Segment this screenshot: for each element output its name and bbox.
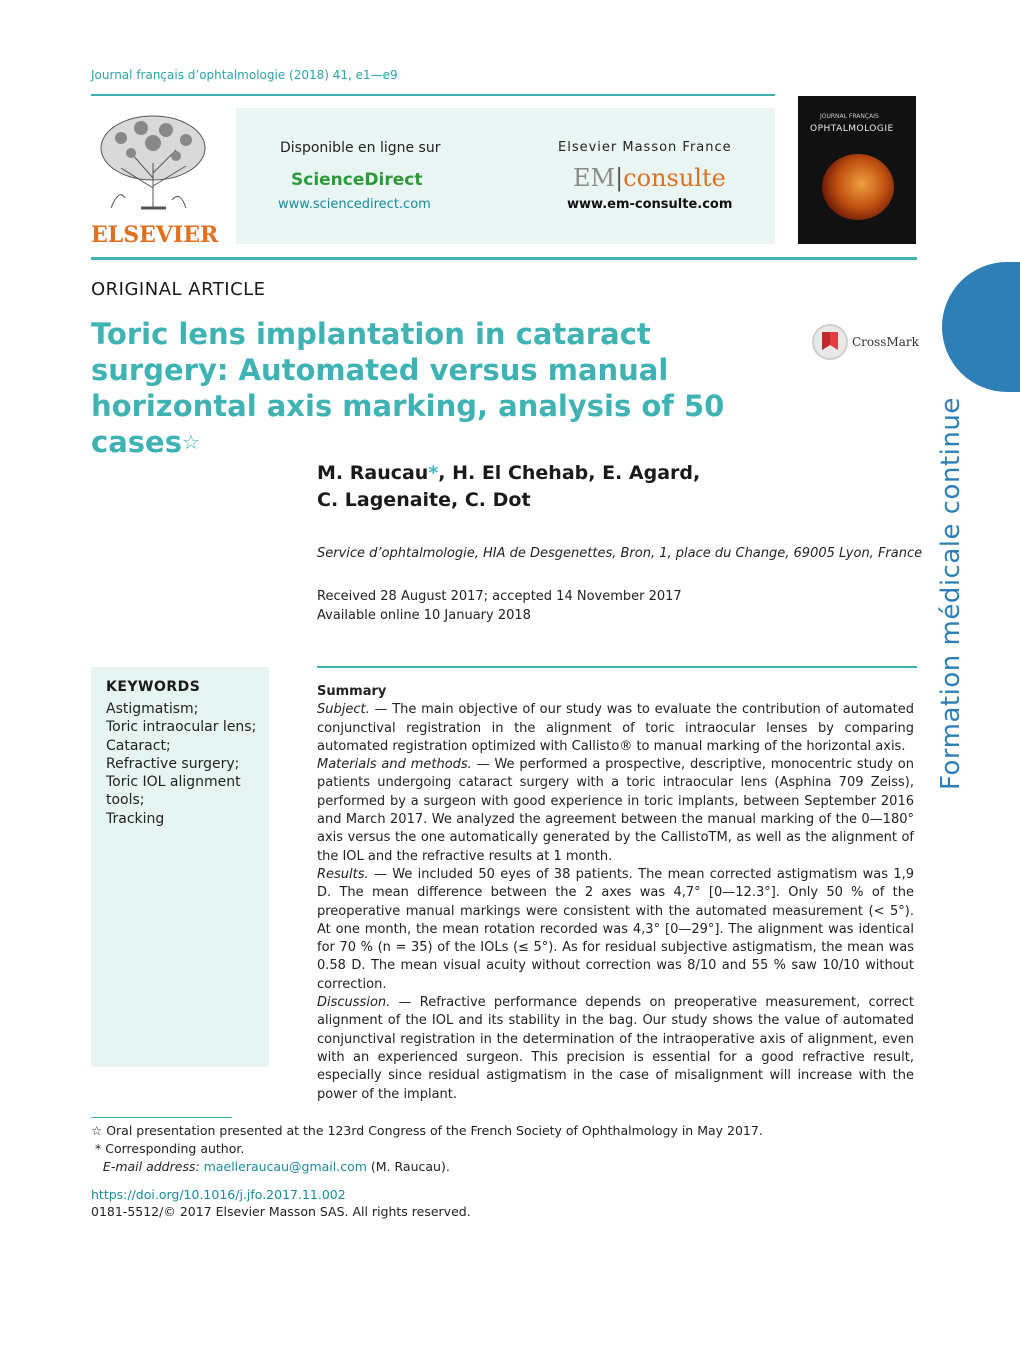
article-title-text: Toric lens implantation in cataract surgery: Automated versus manual horizontal axis marking, analysis of 50 cases — [91, 317, 725, 459]
keyword-item: Refractive surgery; — [106, 755, 240, 772]
elsevier-wordmark: ELSEVIER — [91, 222, 219, 248]
summary-methods — [317, 756, 914, 866]
footnote-oral: Oral presentation presented at the 123rd Congress of the French Society of Ophthalmology in May 2017. — [106, 1123, 763, 1138]
keywords-list — [106, 700, 264, 828]
sciencedirect-logo[interactable]: ScienceDirect — [291, 170, 423, 190]
em-consulte-logo[interactable]: EM|consulte — [573, 164, 726, 192]
email-suffix: (M. Raucau). — [370, 1159, 450, 1174]
cover-subtitle: JOURNAL FRANÇAIS — [820, 113, 879, 120]
results-text: — We included 50 eyes of 38 patients. The mean corrected astigmatism was 1,9 D. The mean difference between the 2 axes was 4,7° [0—12.3°]. Only 50 % of the preoperative manual markings were consistent with the automated measurement (< 5°). At one month, the mean rotation recorded was 4,3° [0—29°]. The alignment was identical for 70 % (n = 35) of the IOLs (≤ 5°). As for residual subjective astigmatism, the mean was 0.58 D. The mean visual acuity without correction was 8/10 and 55 % saw 10/10 without correction. — [317, 866, 914, 992]
email-label: E-mail address: — [102, 1159, 200, 1174]
fundus-photo — [822, 154, 894, 220]
keyword-item: Astigmatism; — [106, 701, 199, 717]
methods-label: Materials and methods. — [317, 757, 472, 773]
author-list — [317, 460, 877, 514]
email-link[interactable]: maelleraucau@gmail.com — [203, 1159, 367, 1174]
affiliation: Service d’ophtalmologie, HIA de Desgenettes, Bron, 1, place du Change, 69005 Lyon, France — [317, 546, 923, 561]
available-date: Available online 10 January 2018 — [317, 608, 531, 623]
article-dates — [317, 587, 682, 625]
discussion-label: Discussion. — [317, 995, 391, 1011]
subject-text: — The main objective of our study was to evaluate the contribution of automated conjunctival registration in the alignment of toric intraocular lenses by comparing automated registration optimized with Callisto® to manual marking of the horizontal axis. — [317, 702, 914, 754]
footnote-ast-mark: * — [94, 1141, 102, 1156]
em-logo-em: EM — [573, 164, 616, 192]
summary-results — [317, 866, 914, 994]
crossmark-label[interactable]: CrossMark — [852, 335, 919, 349]
em-logo-consulte: consulte — [623, 164, 726, 192]
authors-line2: C. Lagenaite, C. Dot — [317, 489, 531, 511]
em-publisher-name: Elsevier Masson France — [558, 140, 732, 155]
footnote-star-mark: ☆ — [91, 1123, 103, 1138]
summary-heading: Summary — [317, 684, 387, 699]
journal-cover-image — [798, 96, 916, 244]
methods-text: — We performed a prospective, descriptive, monocentric study on patients undergoing cataract surgery with a toric intraocular lens (Asphina 709 Zeiss), performed by a surgeon with good experience in toric implants, between September 2016 and March 2017. We analyzed the agreement between the manual marking of the 0—180° axis versus the one automatically generated by the CallistoTM, as well as the alignment of the IOL and the refractive results at 1 month. — [317, 757, 914, 864]
keyword-item: Toric intraocular lens; — [106, 719, 257, 736]
section-label-vertical: Formation médicale continue — [936, 397, 966, 790]
keyword-item: Tracking — [106, 810, 165, 827]
keywords-heading: KEYWORDS — [106, 679, 201, 695]
discussion-text: — Refractive performance depends on preoperative measurement, correct alignment of the IOL and its stability in the bag. Our study shows the value of automated conjunctival registration in the determination of the intraoperative axis of alignment, even with an experienced surgeon. This precision is essential for a good refractive result, especially since residual astigmatism in the case of misalignment will increase with the power of the implant. — [317, 995, 914, 1102]
section-tab — [942, 262, 1020, 392]
summary-subject — [317, 701, 914, 756]
corresponding-author-mark[interactable]: * — [428, 462, 439, 484]
received-date: Received 28 August 2017; accepted 14 November 2017 — [317, 589, 682, 604]
footnote-corresponding: Corresponding author. — [105, 1141, 245, 1156]
summary-divider — [317, 666, 917, 668]
cover-title: OPHTALMOLOGIE — [810, 124, 894, 134]
title-divider — [91, 257, 917, 260]
authors-line1-rest: , H. El Chehab, E. Agard, — [438, 462, 701, 484]
available-online-label: Disponible en ligne sur — [280, 140, 441, 156]
doi-link[interactable]: https://doi.org/10.1016/j.jfo.2017.11.002 — [91, 1187, 346, 1202]
title-footnote-mark[interactable]: ☆ — [181, 430, 200, 454]
author-first: M. Raucau — [317, 462, 429, 484]
subject-label: Subject. — [317, 702, 370, 718]
article-type: ORIGINAL ARTICLE — [91, 279, 266, 300]
footnotes — [91, 1122, 791, 1176]
keyword-item: Toric IOL alignment tools; — [106, 774, 241, 809]
keyword-item: Cataract; — [106, 737, 171, 754]
article-title — [91, 316, 781, 460]
copyright: 0181-5512/© 2017 Elsevier Masson SAS. All rights reserved. — [91, 1204, 471, 1219]
abstract-summary — [317, 683, 914, 1104]
journal-reference: Journal français d’ophtalmologie (2018) 41, e1—e9 — [91, 68, 398, 82]
results-label: Results. — [317, 866, 369, 882]
em-consulte-link[interactable]: www.em-consulte.com — [567, 197, 733, 212]
summary-discussion — [317, 994, 914, 1104]
header-divider — [91, 94, 775, 96]
sciencedirect-link[interactable]: www.sciencedirect.com — [278, 197, 431, 212]
footnote-divider — [91, 1117, 232, 1118]
